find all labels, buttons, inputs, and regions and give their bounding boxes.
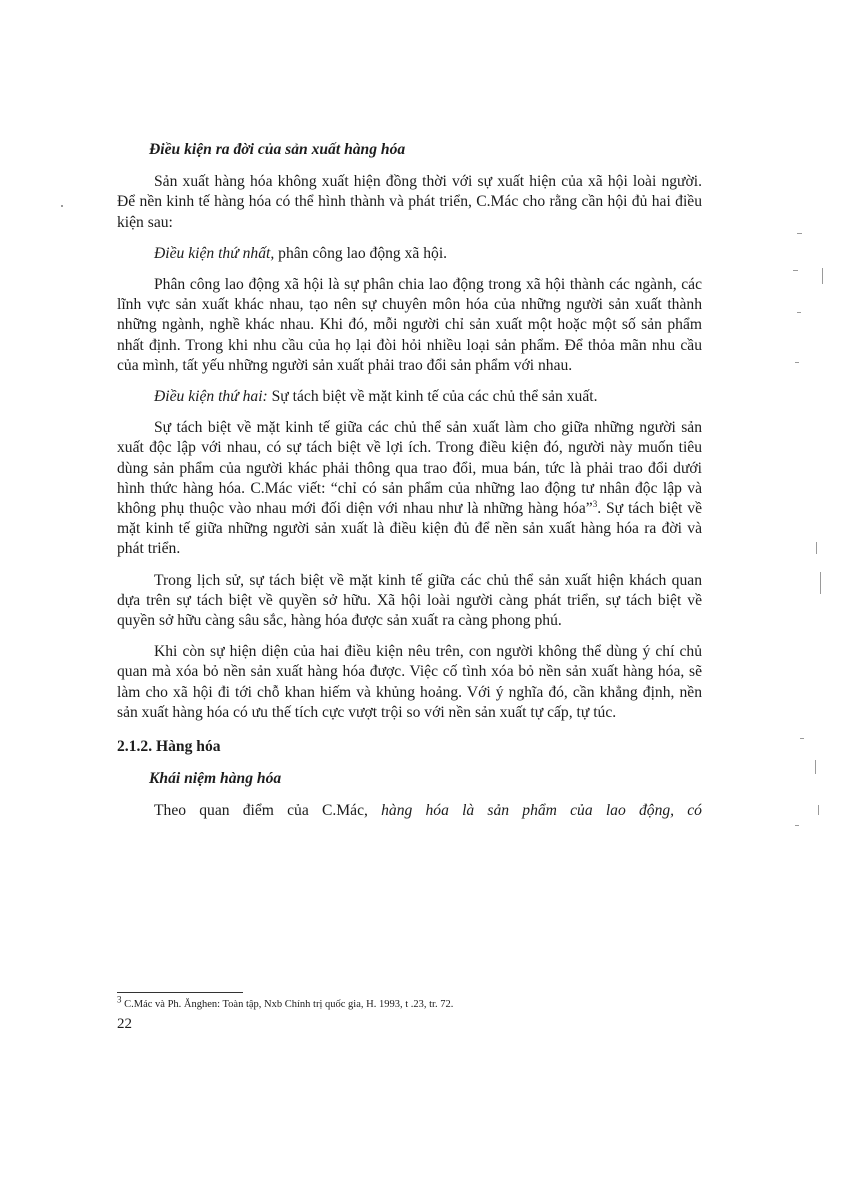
condition-one-label: Điều kiện thứ nhất,: [154, 244, 275, 262]
footnote-number: 3: [117, 994, 122, 1005]
paragraph-6: Trong lịch sử, sự tách biệt về mặt kinh tế giữa các chủ thể sản xuất hiện khách quan dựa trên sự tách biệt về quyền sở hữu. Xã hội loài người càng phát triển, sự tách biệt về quyền sở hữu càng sâu sắc, hàng hóa được sản xuất ra càng phong phú.: [117, 571, 702, 630]
page-number: 22: [117, 1016, 132, 1032]
paragraph-8-lead: Theo quan điểm của C.Mác,: [154, 802, 382, 820]
paragraph-4: [117, 387, 702, 407]
footnote-ref: 3: [592, 498, 598, 509]
condition-two-text: Sự tách biệt về mặt kinh tế của các chủ thể sản xuất.: [267, 388, 598, 406]
scan-speck: [793, 270, 798, 271]
scan-speck: [797, 233, 802, 234]
footnote-text: C.Mác và Ph. Ănghen: Toàn tập, Nxb Chính trị quốc gia, H. 1993, t .23, tr. 72.: [121, 999, 454, 1010]
scan-speck: [822, 268, 823, 284]
page-content: [117, 140, 702, 822]
paragraph-5-tail: . Sự tách biệt về mặt kinh tế giữa những người sản xuất là điều kiện đủ để nền sản xuất hàng hóa ra đời và phát triển.: [117, 500, 702, 558]
scan-speck: [820, 572, 821, 594]
paragraph-1: Sản xuất hàng hóa không xuất hiện đồng thời với sự xuất hiện của xã hội loài người. Để nền kinh tế hàng hóa có thể hình thành và phát triển, C.Mác cho rằng cần hội đủ hai điều kiện sau:: [117, 173, 702, 231]
scan-speck: [815, 760, 816, 774]
condition-two-label: Điều kiện thứ hai:: [154, 388, 268, 406]
scan-speck: [800, 738, 804, 739]
paragraph-2: [117, 244, 702, 264]
subheading-concept: Khái niệm hàng hóa: [149, 770, 282, 788]
scan-speck: [795, 362, 799, 363]
footnote: [117, 994, 454, 1011]
scan-speck: [816, 542, 817, 554]
paragraph-7: Khi còn sự hiện diện của hai điều kiện nêu trên, con người không thể dùng ý chí chủ quan mà xóa bỏ nền sản xuất hàng hóa được. Việc cố tình xóa bỏ nền sản xuất hàng hóa, sẽ làm cho xã hội đi tới chỗ khan hiếm và khủng hoảng. Với ý nghĩa đó, cần khẳng định, nền sản xuất hàng hóa có ưu thế tích cực vượt trội so với nền sản xuất tự cấp, tự túc.: [117, 643, 702, 721]
scan-speck: [795, 825, 799, 826]
footnote-divider: [117, 992, 243, 993]
paragraph-5-main: Sự tách biệt về mặt kinh tế giữa các chủ thể sản xuất làm cho giữa những người sản xuất độc lập với nhau, có sự tách biệt về lợi ích. Trong điều kiện đó, người này muốn tiêu dùng sản phẩm của người khác phải thông qua trao đổi, mua bán, tức là phải trao đổi dưới hình thức hàng hóa. C.Mác viết: “chỉ có sản phẩm của những lao động tư nhân độc lập và không phụ thuộc vào nhau mới đối diện với nhau như là những hàng hóa”: [117, 419, 702, 518]
condition-one-text: phân công lao động xã hội.: [274, 244, 448, 262]
scan-speck: [61, 205, 63, 207]
paragraph-5: [117, 418, 702, 559]
subheading-conditions: Điều kiện ra đời của sản xuất hàng hóa: [149, 141, 406, 158]
section-heading: 2.1.2. Hàng hóa: [117, 738, 221, 756]
paragraph-3: Phân công lao động xã hội là sự phân chia lao động trong xã hội thành các ngành, các lĩnh vực sản xuất khác nhau, tạo nên sự chuyên môn hóa của những người sản xuất thành những ngành, nghề khác nhau. Khi đó, mỗi người chỉ sản xuất một hoặc một số sản phẩm nhất định. Trong khi nhu cầu của họ lại đòi hỏi nhiều loại sản phẩm. Để thỏa mãn nhu cầu của mình, tất yếu những người sản xuất phải trao đổi sản phẩm với nhau.: [117, 276, 702, 374]
scan-speck: [818, 805, 819, 815]
paragraph-8-italic: hàng hóa là sản phẩm của lao động, có: [381, 802, 702, 820]
scan-speck: [797, 312, 801, 313]
paragraph-8: [117, 801, 702, 821]
